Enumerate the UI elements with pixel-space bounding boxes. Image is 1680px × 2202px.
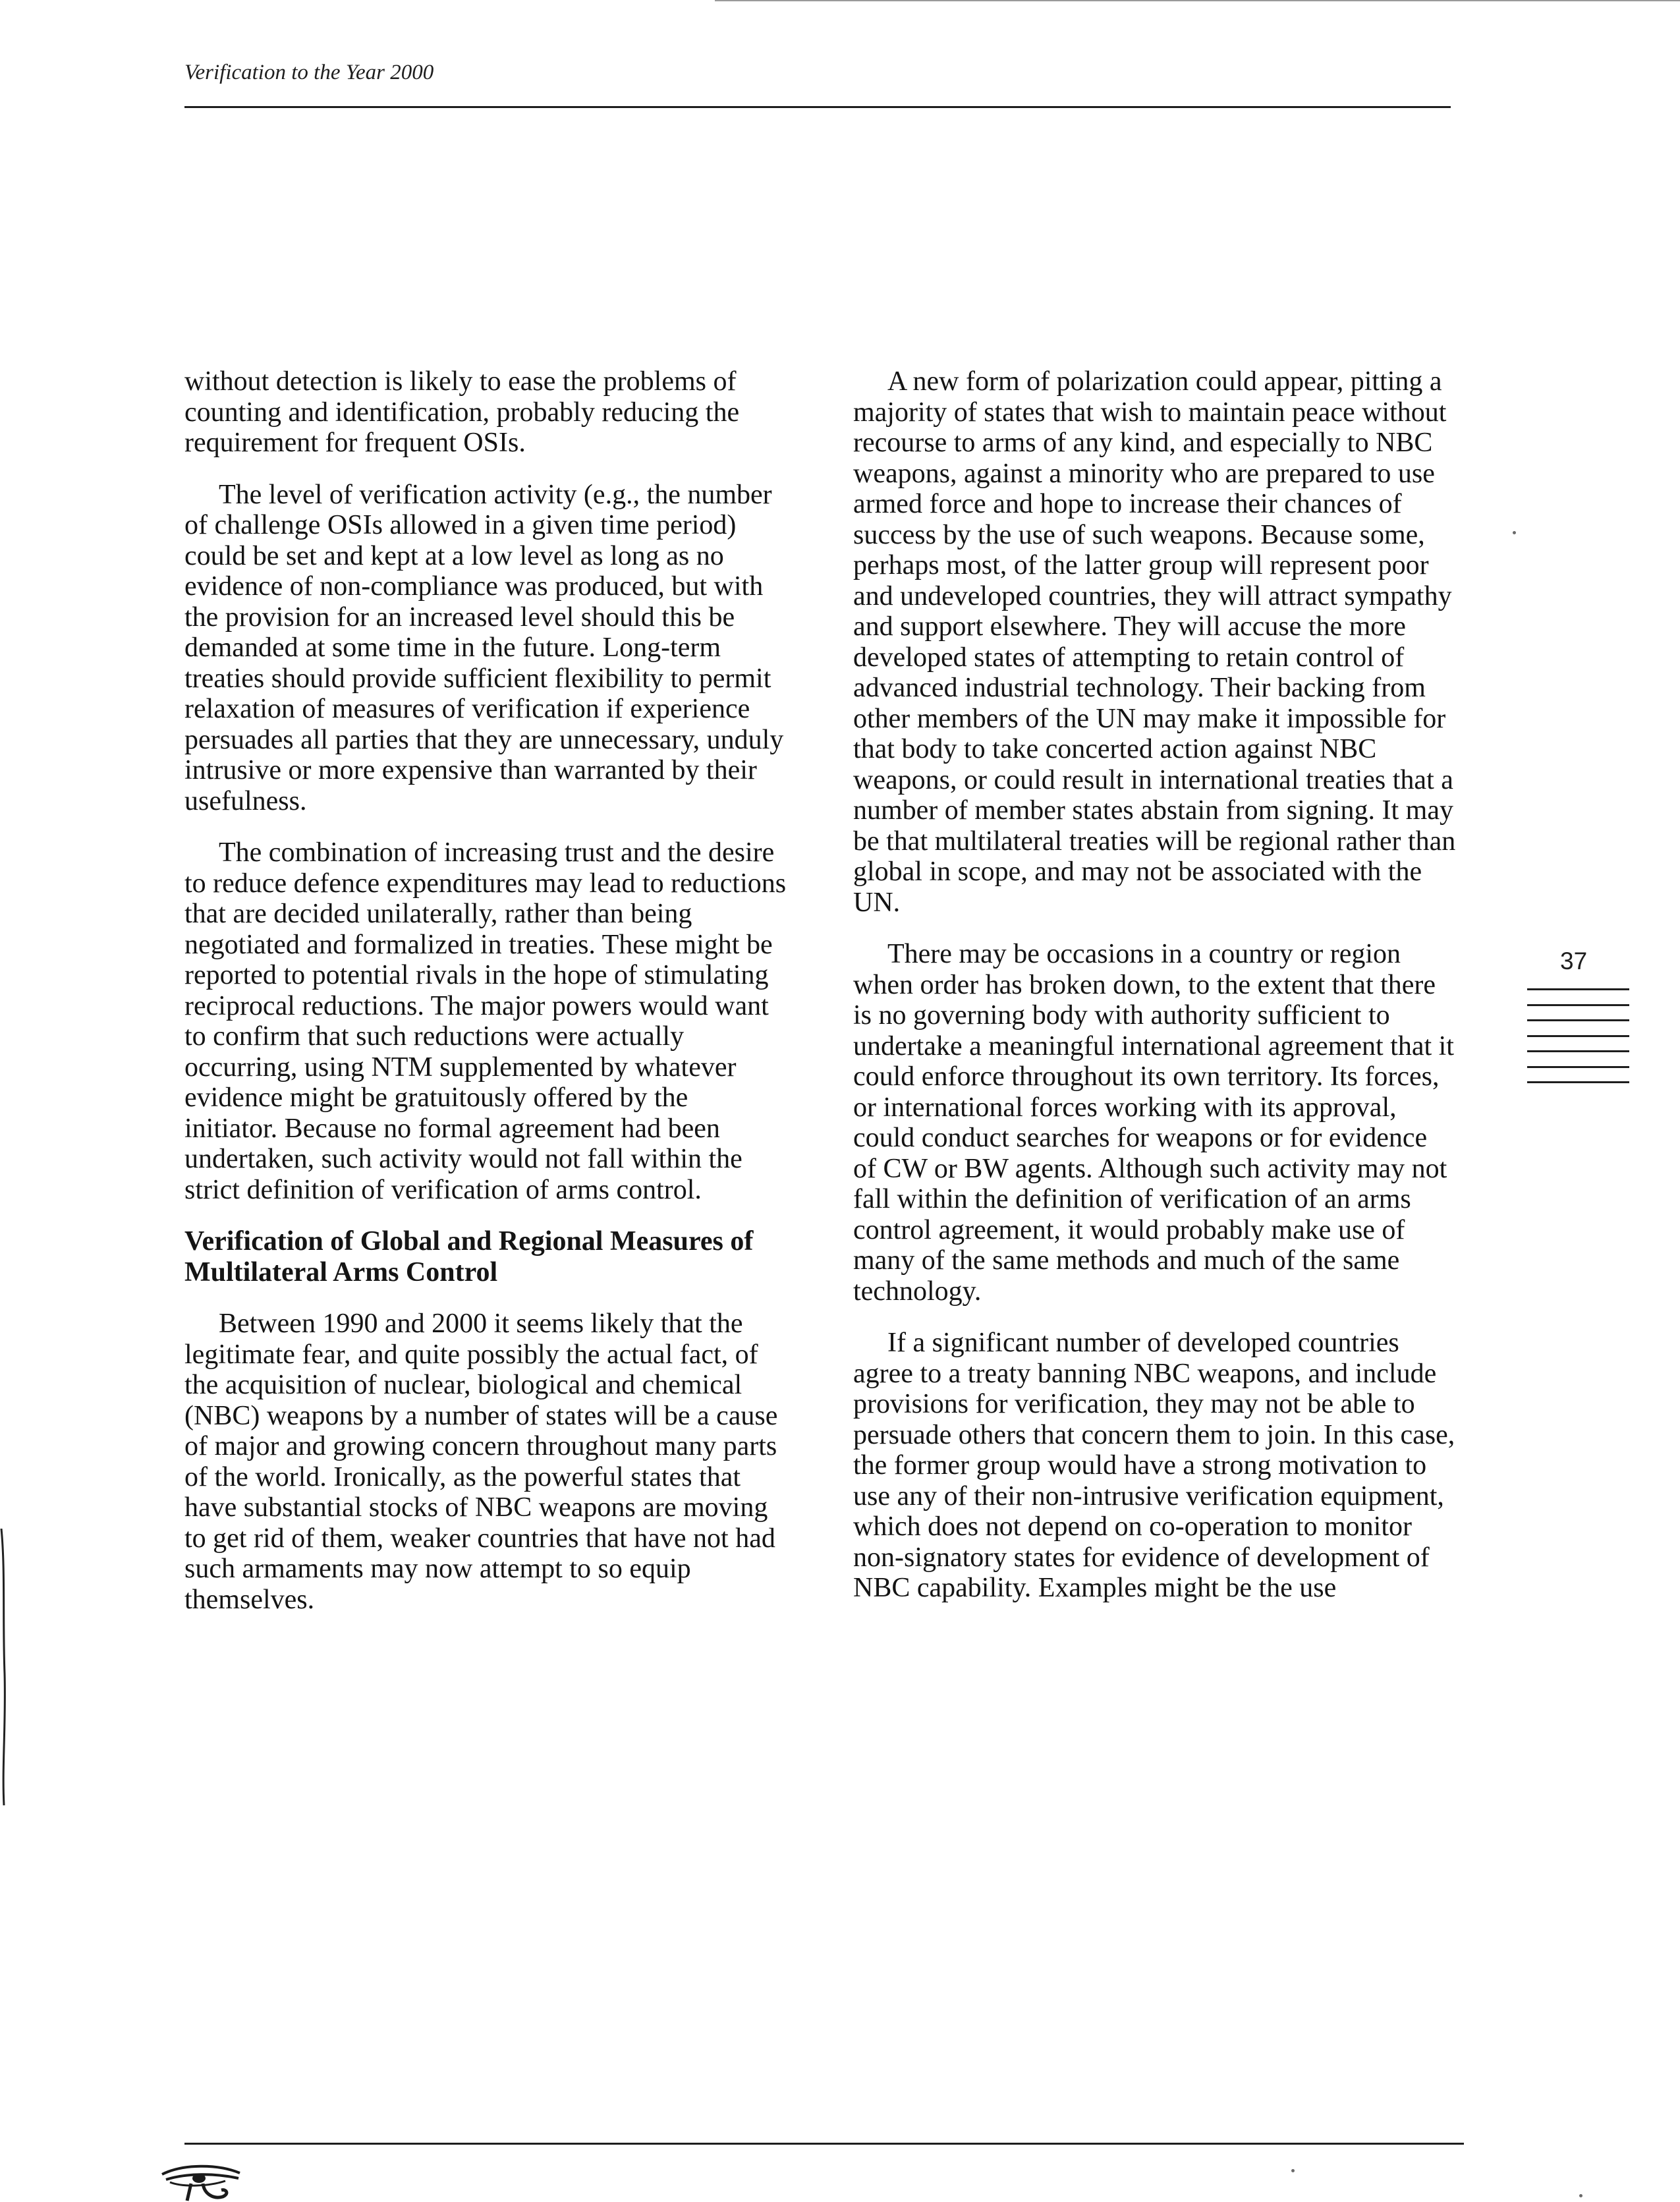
scan-edge-mark	[0, 1529, 8, 1805]
paragraph: There may be occasions in a country or region when order has broken down, to the extent that there is no governing body with authority sufficient to undertake a meaningful international agreement that it could enforce throughout its own territory. Its forces, or international forces working with its approval, could conduct searches for weapons or for evidence of CW or BW agents. Although such activity may not fall within the definition of verification of an arms control agreement, it would probably make use of many of the same methods and much of the same technology.	[853, 939, 1454, 1307]
margin-line	[1527, 1035, 1629, 1037]
paragraph: If a significant number of developed countries agree to a treaty banning NBC weapons, and include provisions for verification, they may not be able to persuade others that concern them to join. In this case, the former group would have a strong motivation to use any of their non-intrusive verification equipment, which does not depend on co-operation to monitor non-signatory states for evidence of development of NBC capability. Examples might be the use	[853, 1328, 1455, 1603]
header-rule	[184, 106, 1451, 108]
right-column	[853, 366, 1456, 1625]
margin-line	[1527, 1004, 1629, 1006]
paragraph: The combination of increasing trust and the desire to reduce defence expenditures may lead to reductions that are decided unilaterally, rather than being negotiated and formalized in treaties. These might be reported to potential rivals in the hope of stimulating reciprocal reductions. The major powers would want to confirm that such reductions were actually occurring, using NTM supplemented by whatever evidence might be gratuitously offered by the initiator. Because no formal agreement had been undertaken, such activity would not fall within the strict definition of verification of arms control.	[184, 837, 787, 1205]
scan-edge-line	[715, 0, 1680, 1]
margin-line	[1527, 1050, 1629, 1052]
scan-speck	[1579, 2194, 1582, 2197]
paragraph: The level of verification activity (e.g., the number of challenge OSIs allowed in a given time period) could be set and kept at a low level as long as no evidence of non-compliance was produced, but with the provision for an increased level should this be demanded at some time in the future. Long-term treaties should provide sufficient flexibility to permit relaxation of measures of verification if experience persuades all parties that they are unnecessary, unduly intrusive or more expensive than warranted by their usefulness.	[184, 479, 784, 816]
running-head: Verification to the Year 2000	[184, 61, 434, 84]
paragraph: A new form of polarization could appear, pitting a majority of states that wish to maintain peace without recourse to arms of any kind, and especially to NBC weapons, against a minority who are prepared to use armed force and hope to increase their chances of success by the use of such weapons. Because some, perhaps most, of the latter group will represent poor and undeveloped countries, they will attract sympathy and support elsewhere. They will accuse the more developed states of attempting to retain control of advanced industrial technology. Their backing from other members of the UN may make it impossible for that body to take concerted action against NBC weapons, or could result in international treaties that a number of member states abstain from signing. It may be that multilateral treaties will be regional rather than global in scope, and may not be associated with the UN.	[853, 366, 1456, 918]
paragraph: Between 1990 and 2000 it seems likely that the legitimate fear, and quite possibly the actual fact, of the acquisition of nuclear, biological and chemical (NBC) weapons by a number of states will be a cause of major and growing concern throughout many parts of the world. Ironically, as the powerful states that have substantial stocks of NBC weapons are moving to get rid of them, weaker countries that have not had such armaments may now attempt to so equip themselves.	[184, 1309, 778, 1615]
margin-line	[1527, 1019, 1629, 1021]
section-heading: Verification of Global and Regional Measures of Multilateral Arms Control	[184, 1226, 754, 1287]
eye-of-horus-logo-icon	[157, 2162, 242, 2202]
footer-rule	[184, 2143, 1464, 2145]
margin-tab-lines	[1527, 988, 1629, 1097]
paragraph: without detection is likely to ease the problems of counting and identification, probably reducing the requirement for frequent OSIs.	[184, 366, 740, 458]
margin-line	[1527, 1066, 1629, 1068]
left-column	[184, 366, 787, 1636]
page-number: 37	[1560, 947, 1588, 974]
scan-speck	[1291, 2169, 1295, 2172]
margin-line	[1527, 1081, 1629, 1083]
scan-speck	[1513, 531, 1516, 534]
margin-line	[1527, 988, 1629, 990]
